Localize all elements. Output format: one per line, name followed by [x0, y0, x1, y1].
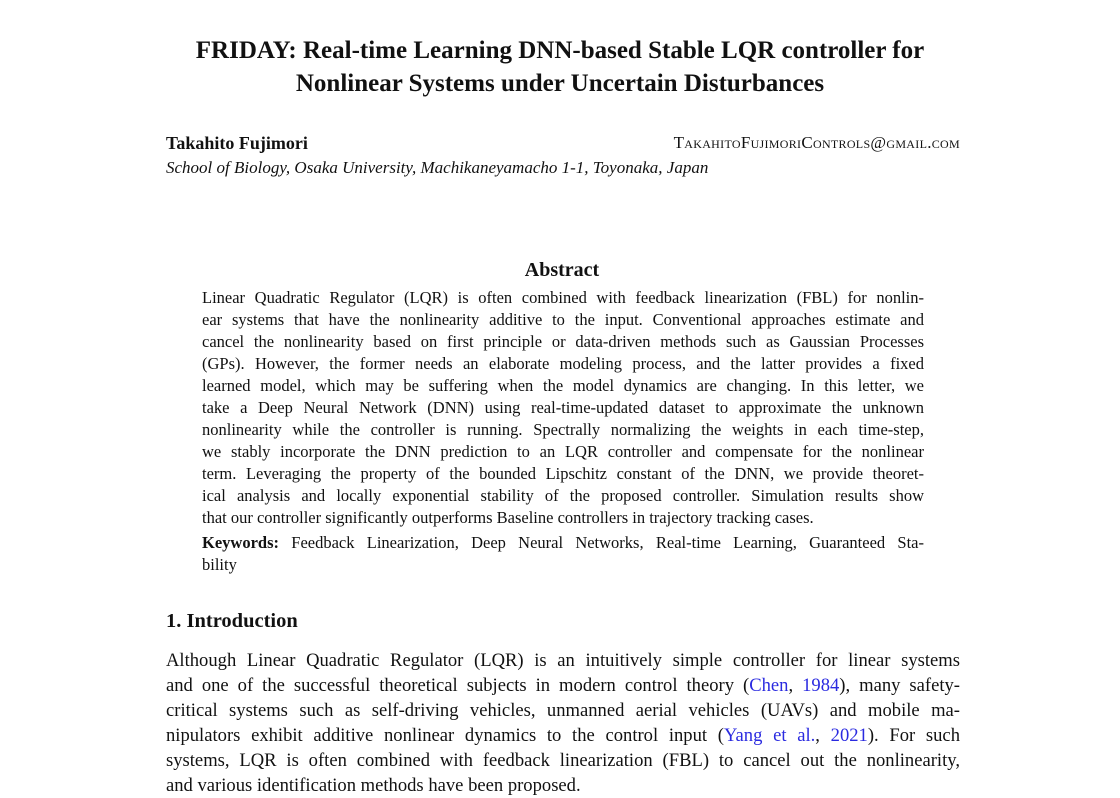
title-line-1: FRIDAY: Real-time Learning DNN-based Stable LQR controller for — [195, 37, 925, 64]
author-row — [166, 130, 960, 156]
abstract-heading: Abstract — [524, 259, 600, 281]
author-name: Takahito Fujimori — [166, 133, 308, 153]
intro-line: and various identification methods have been proposed. — [166, 775, 581, 796]
abstract-line: ear systems that have the nonlinearity additive to the input. Conventional approaches estimate and — [202, 310, 924, 329]
intro-text: nipulators exhibit additive nonlinear dynamics to the control input ( — [166, 725, 724, 746]
abstract-line: Linear Quadratic Regulator (LQR) is often combined with feedback linearization (FBL) for nonlin- — [202, 288, 924, 307]
author-affiliation: School of Biology, Osaka University, Machikaneyamacho 1-1, Toyonaka, Japan — [166, 158, 709, 177]
abstract-line: (GPs). However, the former needs an elaborate modeling process, and the latter provides a fixed — [202, 354, 924, 373]
keywords-line-1 — [202, 532, 924, 554]
author-email: TakahitoFujimoriControls@gmail.com — [673, 133, 960, 152]
abstract-line: nonlinearity while the controller is running. Spectrally normalizing the weights in each time-step, — [202, 420, 924, 439]
keywords-text-1: Feedback Linearization, Deep Neural Networks, Real-time Learning, Guaranteed Sta- — [291, 533, 925, 552]
citation-year-link[interactable]: 1984 — [802, 675, 840, 696]
citation-year-link[interactable]: 2021 — [830, 725, 868, 746]
title-line-2: Nonlinear Systems under Uncertain Disturbances — [295, 70, 825, 97]
abstract-line: ical analysis and locally exponential stability of the proposed controller. Simulation results show — [202, 486, 924, 505]
section-heading-introduction: 1. Introduction — [166, 610, 298, 632]
abstract-line: cancel the nonlinearity based on first principle or data-driven methods such as Gaussian Processes — [202, 332, 924, 351]
citation-author-link[interactable]: Chen — [749, 675, 789, 696]
keywords — [202, 532, 924, 576]
keywords-label: Keywords: — [202, 533, 279, 552]
intro-text: and one of the successful theoretical subjects in modern control theory ( — [166, 675, 750, 696]
abstract-line: that our controller significantly outperforms Baseline controllers in trajectory tracking cases. — [202, 508, 814, 527]
intro-line: Although Linear Quadratic Regulator (LQR) is an intuitively simple controller for linear systems — [166, 650, 960, 671]
abstract-body — [202, 287, 924, 529]
abstract-line: term. Leveraging the property of the bounded Lipschitz constant of the DNN, we provide theoret- — [202, 464, 924, 483]
citation-separator: , — [788, 675, 803, 696]
intro-line: systems, LQR is often combined with feedback linearization (FBL) to cancel out the nonlinearity, — [166, 750, 960, 771]
abstract-line: we stably incorporate the DNN prediction to an LQR controller and compensate for the nonlinear — [202, 442, 924, 461]
intro-text: ), many safety- — [839, 675, 960, 696]
intro-line — [166, 673, 960, 698]
keywords-text-2: bility — [202, 555, 237, 574]
citation-separator: , — [815, 725, 831, 746]
intro-line: critical systems such as self-driving vehicles, unmanned aerial vehicles (UAVs) and mobile ma- — [166, 700, 960, 721]
intro-line — [166, 723, 960, 748]
introduction-body — [166, 648, 960, 798]
intro-text: ). For such — [867, 725, 960, 746]
abstract-line: take a Deep Neural Network (DNN) using real-time-updated dataset to approximate the unknown — [202, 398, 924, 417]
abstract-line: learned model, which may be suffering when the model dynamics are changing. In this letter, we — [202, 376, 924, 395]
paper-title — [150, 34, 970, 100]
citation-author-link[interactable]: Yang et al. — [723, 725, 816, 746]
